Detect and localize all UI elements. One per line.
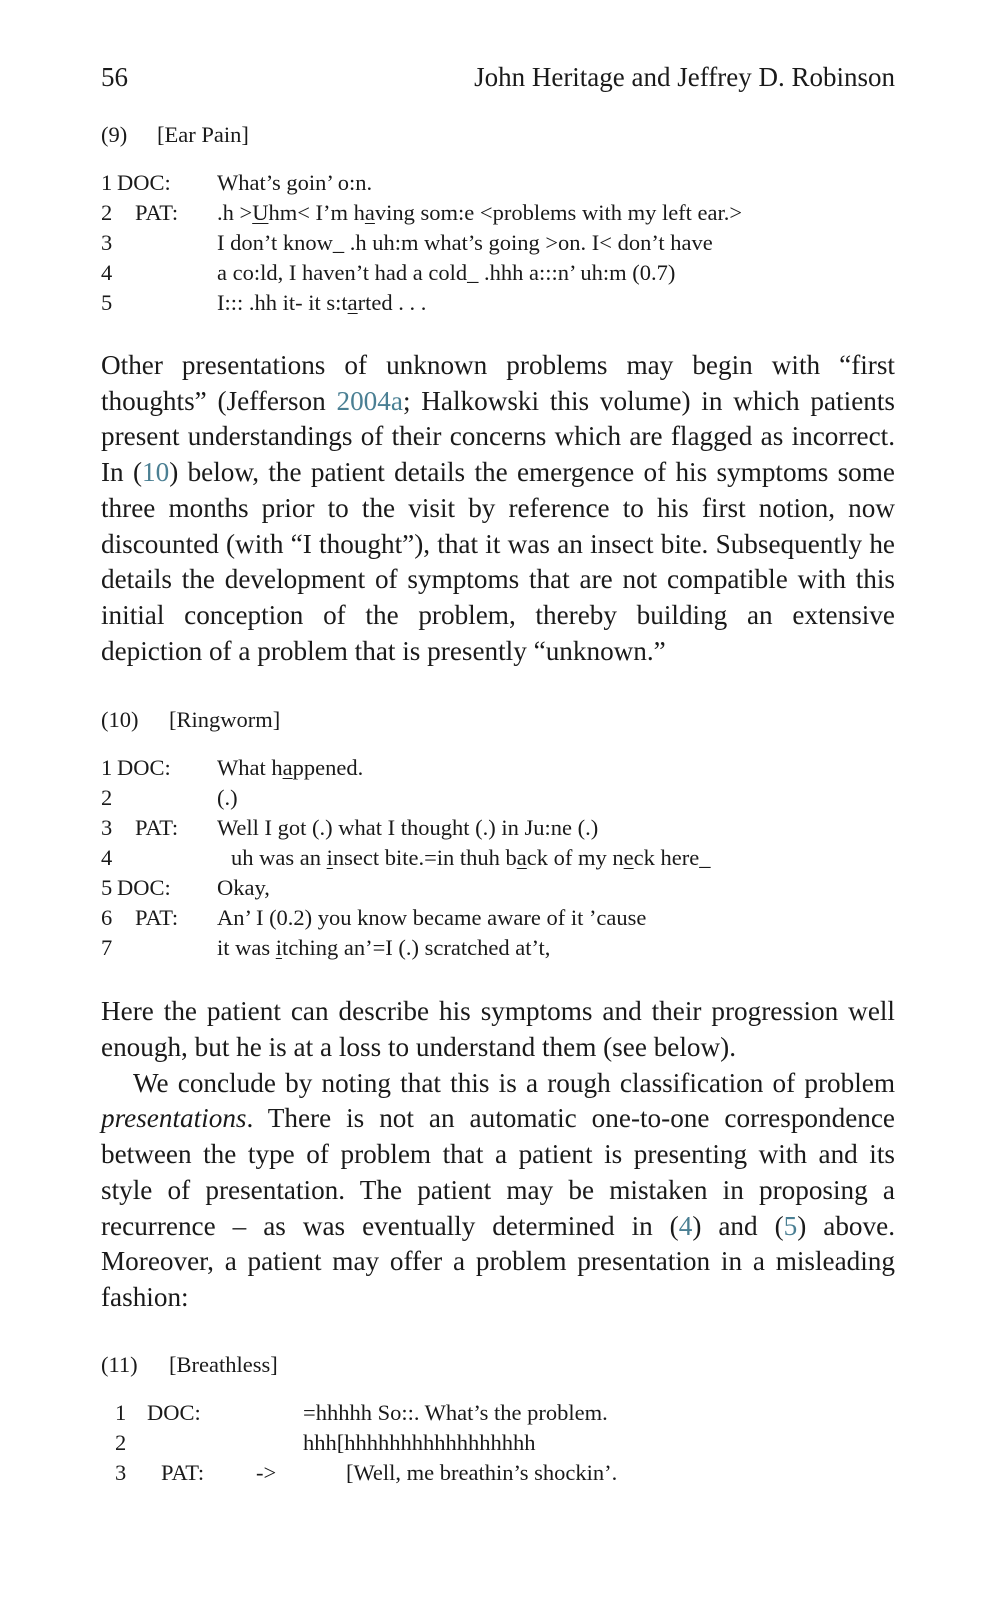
line-number: 5: [101, 875, 113, 901]
line-number: 2: [101, 785, 113, 811]
citation-link[interactable]: 2004a: [336, 385, 403, 416]
transcript-line: [101, 1428, 895, 1458]
utterance: Well I got (.) what I thought (.) in Ju:ne (.): [217, 815, 599, 841]
transcript-line: [101, 903, 895, 933]
utterance: =hhhhh So::. What’s the problem.: [303, 1399, 608, 1425]
line-number: 3: [115, 1459, 127, 1485]
speaker: PAT:: [135, 815, 179, 841]
utterance: I don’t know_ .h uh:m what’s going >on. I< don’t have: [217, 230, 713, 255]
transcript-line: [101, 843, 895, 873]
speaker: DOC:: [117, 170, 171, 195]
speaker: PAT:: [135, 905, 179, 931]
speaker: DOC:: [117, 755, 171, 781]
line-number: 4: [101, 260, 113, 285]
line-number: 4: [101, 845, 113, 871]
line-number: 1: [101, 170, 113, 195]
line-number: 2: [101, 200, 113, 225]
utterance: [Well, me breathin’s shockin’.: [346, 1459, 618, 1485]
speaker: DOC:: [147, 1399, 201, 1425]
utterance: it was itching an’=I (.) scratched at’t,: [217, 935, 551, 961]
transcript-line: [101, 1398, 895, 1428]
line-number: 3: [101, 230, 113, 255]
utterance: .h >Uhm< I’m having som:e <problems with my left ear.>: [217, 200, 743, 225]
utterance: Okay,: [217, 875, 270, 901]
line-number: 1: [115, 1399, 127, 1425]
page-number: 56: [101, 62, 128, 92]
transcript-line: [101, 168, 895, 198]
utterance: uh was an insect bite.=in thuh back of my neck here_: [231, 845, 711, 871]
utterance: (.): [217, 785, 238, 811]
utterance: I::: .hh it- it s:tarted . . .: [217, 290, 427, 315]
speaker: DOC:: [117, 875, 171, 901]
focus-arrow: ->: [256, 1459, 277, 1485]
example-label: [Ringworm]: [169, 707, 281, 733]
body-paragraph: We conclude by noting that this is a rough classification of problem presentations. There is not an automatic one-to-one correspondence between the type of problem that a patient is presenting with and its style of presentation. The patient may be mistaken in proposing a recurrence – as was eventually determined in (4) and (5) above. Moreover, a patient may offer a problem presentation in a misleading fashion:: [101, 1067, 895, 1312]
running-title: John Heritage and Jeffrey D. Robinson: [474, 62, 895, 92]
speaker: PAT:: [161, 1459, 205, 1485]
line-number: 7: [101, 935, 113, 961]
line-number: 2: [115, 1429, 127, 1455]
example-11-title: [101, 1352, 895, 1378]
utterance: hhh[hhhhhhhhhhhhhhhhh: [303, 1429, 536, 1455]
line-number: 5: [101, 290, 113, 315]
example-link[interactable]: 4: [678, 1210, 693, 1241]
example-label: [Ear Pain]: [157, 122, 249, 147]
body-paragraph: Other presentations of unknown problems may begin with “first thoughts” (Jefferson 2004a; Halkowski this volume) in which patients present understandings of their concerns which are flagged as incorrect. In (10) below, the patient details the emergence of his symptoms some three months prior to the visit by reference to his first notion, now discounted (with “I thought”), that it was an insect bite. Subsequently he details the development of symptoms that are not compatible with this initial conception of the problem, thereby building an extensive depiction of a problem that is presently “unknown.”: [101, 350, 895, 666]
transcript-line: [101, 198, 895, 228]
body-paragraph: Here the patient can describe his symptoms and their progression well enough, but he is at a loss to understand them (see below).: [101, 996, 895, 1063]
example-link[interactable]: 10: [142, 457, 170, 488]
transcript-line: [101, 753, 895, 783]
example-number: (9): [101, 122, 128, 147]
transcript-line: [101, 873, 895, 903]
transcript-10: [101, 753, 895, 963]
transcript-line: [101, 933, 895, 963]
transcript-line: [101, 1458, 895, 1488]
utterance: What’s goin’ o:n.: [217, 170, 373, 195]
transcript-9: [101, 168, 895, 318]
line-number: 3: [101, 815, 113, 841]
example-number: (11): [101, 1351, 138, 1377]
example-9-title: [101, 122, 895, 148]
example-10-title: [101, 707, 895, 733]
utterance: a co:ld, I haven’t had a cold_ .hhh a:::n’ uh:m (0.7): [217, 260, 676, 285]
utterance: An’ I (0.2) you know became aware of it ’cause: [217, 905, 647, 931]
transcript-line: [101, 258, 895, 288]
transcript-line: [101, 288, 895, 318]
book-page: [101, 62, 895, 1488]
example-number: (10): [101, 707, 139, 733]
line-number: 6: [101, 905, 113, 931]
example-link[interactable]: 5: [783, 1210, 798, 1241]
emphasis: presentations: [101, 1103, 247, 1134]
transcript-line: [101, 228, 895, 258]
speaker: PAT:: [135, 200, 179, 225]
example-label: [Breathless]: [169, 1351, 278, 1377]
transcript-line: [101, 783, 895, 813]
transcript-11: [101, 1398, 895, 1488]
line-number: 1: [101, 755, 113, 781]
page-header: [101, 62, 895, 92]
utterance: What happened.: [217, 755, 364, 781]
transcript-line: [101, 813, 895, 843]
